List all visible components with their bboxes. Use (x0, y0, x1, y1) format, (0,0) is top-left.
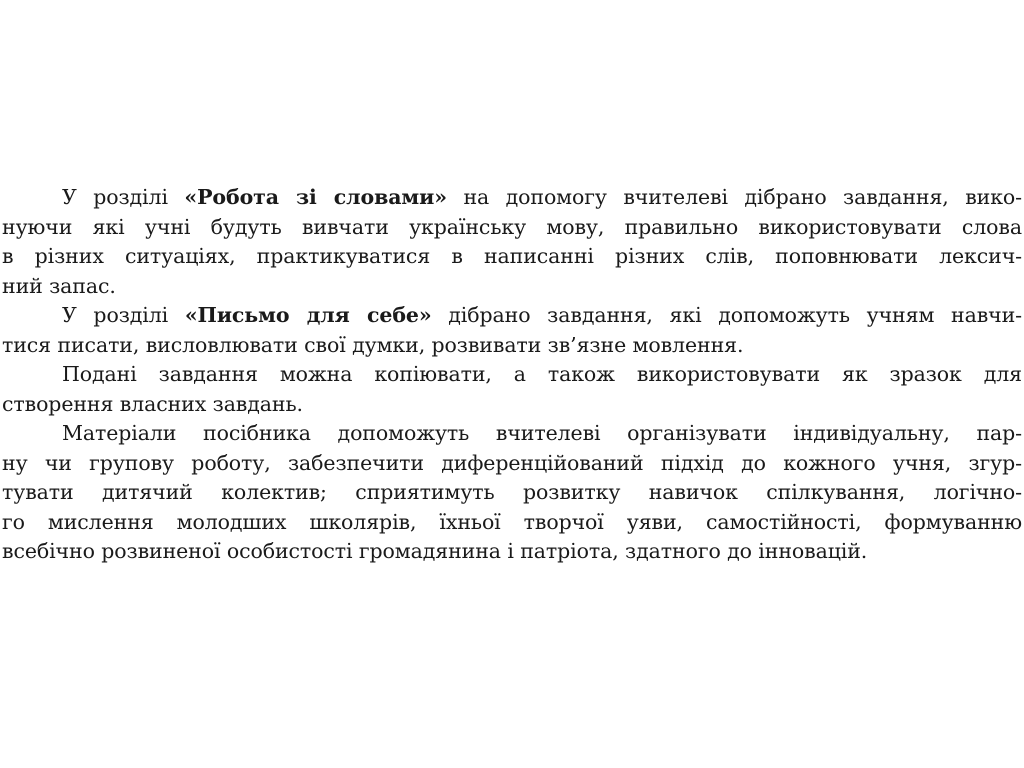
text-run: дібрано завдання, які допоможуть учням навчи- (431, 303, 1022, 327)
paragraph-3-line-2: створення власних завдань. (2, 391, 303, 416)
paragraph-4-line-3: тувати дитячий колектив; сприятимуть розвитку навичок спілкування, логічно- (2, 480, 1022, 504)
paragraph-1-line-2: нуючи які учні будуть вивчати українську мову, правильно використовувати слова (2, 214, 1022, 239)
text-run: на допомогу вчителеві дібрано завдання, вико- (446, 185, 1022, 209)
paragraph-2-line-1 (2, 301, 1022, 331)
paragraph-4-line-5: всебічно розвиненої особистості громадянина і патріота, здатного до інновацій. (2, 539, 868, 563)
paragraph-1-line-1 (2, 183, 1022, 213)
paragraph-4-line-4: го мислення молодших школярів, їхньої творчої уяви, самостійності, формуванню (2, 509, 1022, 534)
paragraph-1-line-3: в різних ситуаціях, практикуватися в написанні різних слів, поповнювати лексич- (2, 244, 1022, 268)
text-run: У розділі (62, 185, 185, 209)
paragraph-2-line-2: тися писати, висловлювати свої думки, розвивати зв’язне мовлення. (2, 332, 744, 357)
text-run: У розділі (62, 303, 185, 327)
paragraph-4-line-1: Матеріали посібника допоможуть вчителеві організувати індивідуальну, пар- (62, 421, 1022, 445)
paragraph-3-line-1: Подані завдання можна копіювати, а також використовувати як зразок для (62, 362, 1022, 386)
section-title-pysmo-dlia-sebe: «Письмо для себе» (184, 303, 432, 327)
document-text (2, 183, 1022, 567)
paragraph-1-line-4: ний запас. (2, 273, 116, 298)
section-title-robota-zi-slovamy: «Робота зі словами» (184, 185, 447, 209)
paragraph-4-line-2: ну чи групову роботу, забезпечити диференційований підхід до кожного учня, згур- (2, 450, 1022, 475)
